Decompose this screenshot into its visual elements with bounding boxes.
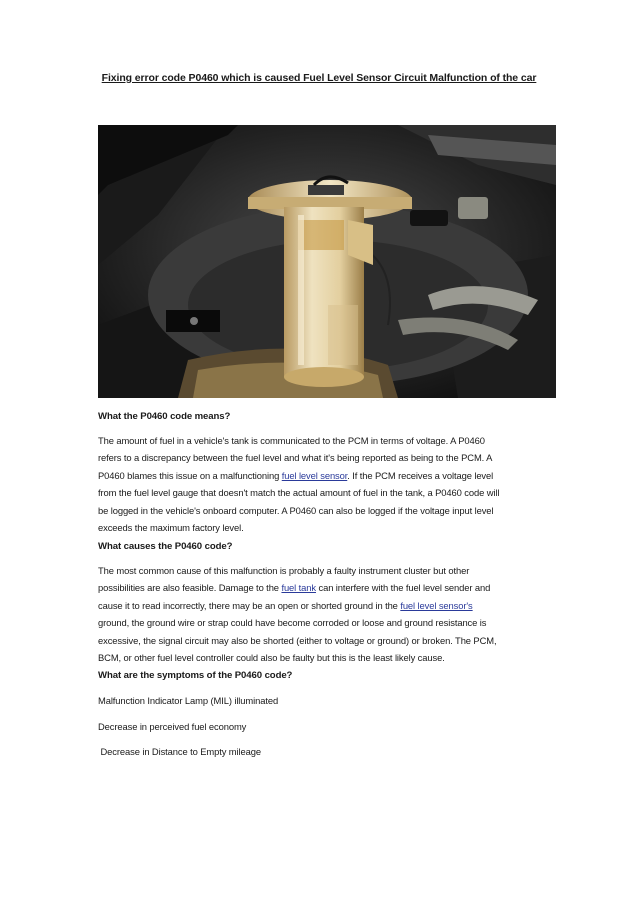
section-heading: What causes the P0460 code? (98, 541, 233, 552)
text-segment: can interfere with the fuel level sender and (315, 582, 491, 594)
section-heading: What are the symptoms of the P0460 code? (98, 670, 293, 681)
fuel-level-sensors-link[interactable]: fuel level sensor's (400, 599, 473, 611)
paragraph-line: ground, the ground wire or strap could have become corroded or loose and ground resistance is (98, 617, 487, 629)
symptom-item: Malfunction Indicator Lamp (MIL) illuminated (98, 695, 279, 706)
text-segment: . If the PCM receives a voltage level (347, 469, 494, 481)
paragraph-line: The most common cause of this malfunction is probably a faulty instrument cluster but other (98, 565, 470, 576)
section-paragraph (98, 432, 560, 536)
paragraph-line: be logged in the vehicle's onboard computer. A P0460 can also be logged if the voltage input level (98, 504, 494, 516)
fuel-pump-photo (98, 125, 556, 398)
text-segment: cause it to read incorrectly, there may be an open or shorted ground in the (98, 599, 401, 611)
paragraph-line: excessive, the signal circuit may also be shorted (either to voltage or ground) or broken. The PCM, (98, 634, 497, 646)
paragraph-line (98, 467, 560, 484)
paragraph-line: refers to a discrepancy between the fuel level and what it's being reported as being to the PCM. A (98, 452, 493, 464)
text-segment: possibilities are also feasible. Damage to the (98, 582, 282, 594)
section-heading: What the P0460 code means? (98, 411, 231, 422)
fuel-tank-link[interactable]: fuel tank (281, 582, 316, 594)
paragraph-line (98, 597, 560, 614)
page-title: Fixing error code P0460 which is caused Fuel Level Sensor Circuit Malfunction of the car (101, 72, 537, 84)
paragraph-line: BCM, or other fuel level controller could also be faulty but this is the least likely cause. (98, 652, 445, 664)
paragraph-line: exceeds the maximum factory level. (98, 522, 244, 534)
paragraph-line: The amount of fuel in a vehicle's tank is communicated to the PCM in terms of voltage. A P0460 (98, 435, 485, 446)
paragraph-line (98, 579, 560, 596)
symptom-item: Decrease in Distance to Empty mileage (98, 746, 261, 757)
paragraph-line: from the fuel level gauge that doesn't match the actual amount of fuel in the tank, a P0460 code will (98, 487, 500, 499)
symptom-item: Decrease in perceived fuel economy (98, 721, 247, 732)
text-segment: P0460 blames this issue on a malfunctioning (98, 469, 282, 481)
section-paragraph (98, 562, 560, 666)
fuel-level-sensor-link[interactable]: fuel level sensor (281, 469, 348, 481)
